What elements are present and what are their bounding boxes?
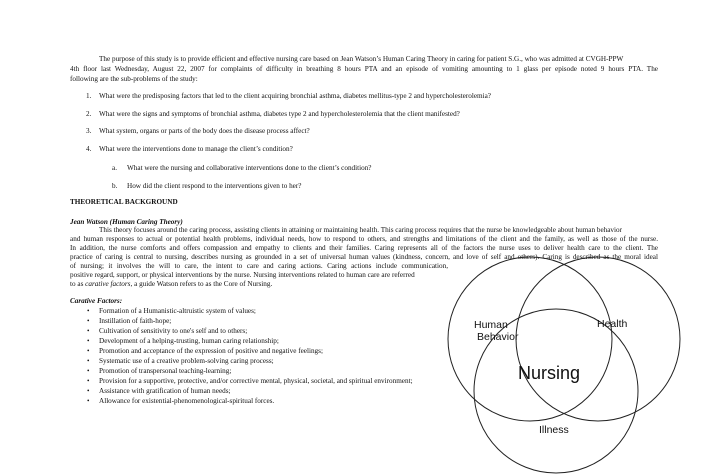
subproblem-number: 4. (86, 145, 92, 153)
theory-line-1: This theory focuses around the caring process, assisting clients in attaining or maintaining health. This caring process requires that the nurse be knowledgeable about human behavior (99, 226, 623, 234)
theory-line-7-c: , a guide Watson refers to as the Core of Nursing. (130, 280, 273, 288)
intro-line-1: The purpose of this study is to provide efficient and effective nursing care based on Jean Watson’s Human Caring Theory in caring for patient S.G., who was admitted at CVGH-PPW (99, 55, 624, 63)
subproblem-number: 3. (86, 127, 92, 135)
venn-label-health: Health (597, 318, 628, 330)
bullet-icon: • (87, 357, 90, 365)
theory-line-6: positive regard, support, or physical interventions by the nurse. Nursing interventions related to human care are referred (70, 271, 415, 279)
subproblem-item: What were the signs and symptoms of bronchial asthma, diabetes type 2 and hypercholesterolemia that the client manifested? (99, 110, 460, 118)
theory-line-4: practice of caring is central to nursing, describes nursing as grounded in a set of universal human values (kindness, concern, and love of self and others). Caring is described as the moral ideal (70, 253, 658, 261)
carative-item: Cultivation of sensitivity to one's self and to others; (99, 327, 248, 335)
venn-circle-health (516, 257, 680, 421)
subproblem-item: What were the predisposing factors that led to the client acquiring bronchial asthma, diabetes mellitus-type 2 and hypercholesterolemia? (99, 92, 491, 100)
bullet-icon: • (87, 307, 90, 315)
bullet-icon: • (87, 327, 90, 335)
carative-item: Assistance with gratification of human needs; (99, 387, 231, 395)
theory-line-3: In addition, the nurse comforts and offers compassion and empathy to clients and their families. Caring represents all of the factors the nurse uses to deliver health care to the client. The (70, 244, 658, 252)
intro-line-2: 4th floor last Wednesday, August 22, 2007 for complaints of difficulty in breathing 8 hours PTA and an episode of vomiting amounting to 1 glass per episode noted 9 hours PTA. The (70, 65, 658, 73)
carative-factors-term: carative factors (85, 280, 131, 288)
sub-item: How did the client respond to the interventions given to her? (127, 182, 302, 190)
sub-item: What were the nursing and collaborative interventions done to the client’s condition? (127, 164, 372, 172)
carative-heading: Carative Factors: (70, 297, 123, 305)
venn-label-behavior: Behavior (477, 331, 519, 343)
carative-item: Formation of a Humanistic-altruistic system of values; (99, 307, 256, 315)
subproblem-number: 2. (86, 110, 92, 118)
section-heading: THEORETICAL BACKGROUND (70, 198, 178, 206)
venn-label-illness: Illness (539, 424, 569, 436)
subproblem-item: What were the interventions done to manage the client’s condition? (99, 145, 293, 153)
sub-item-letter: b. (112, 182, 118, 190)
carative-item: Development of a helping-trusting, human caring relationship; (99, 337, 279, 345)
bullet-icon: • (87, 367, 90, 375)
bullet-icon: • (87, 377, 90, 385)
intro-line-3: following are the sub-problems of the study: (70, 75, 198, 83)
bullet-icon: • (87, 387, 90, 395)
carative-item: Instillation of faith-hope; (99, 317, 172, 325)
venn-circle-human-behavior (448, 257, 612, 421)
bullet-icon: • (87, 317, 90, 325)
carative-item: Allowance for existential-phenomenological-spiritual forces. (99, 397, 275, 405)
carative-item: Promotion of transpersonal teaching-learning; (99, 367, 232, 375)
sub-item-letter: a. (112, 164, 117, 172)
bullet-icon: • (87, 397, 90, 405)
bullet-icon: • (87, 347, 90, 355)
theory-line-5: of nursing; it involves the will to care, the intent to care and caring actions. Caring actions include communication, (70, 262, 448, 270)
subproblem-item: What system, organs or parts of the body does the disease process affect? (99, 127, 310, 135)
subproblem-number: 1. (86, 92, 92, 100)
theory-line-7-a: to as (70, 280, 86, 288)
bullet-icon: • (87, 337, 90, 345)
venn-label-nursing: Nursing (518, 363, 581, 383)
carative-item: Promotion and acceptance of the expression of positive and negative feelings; (99, 347, 323, 355)
carative-item: Provision for a supportive, protective, and/or corrective mental, physical, societal, and spiritual environment; (99, 377, 413, 385)
venn-label-human: Human (474, 319, 508, 331)
theory-line-2: and human responses to actual or potential health problems, individual needs, how to respond to others, and strengths and limitations of the client and the family, as well as those of the nurse. (70, 235, 658, 243)
carative-item: Systematic use of a creative problem-solving caring process; (99, 357, 274, 365)
theory-subheading: Jean Watson (Human Caring Theory) (70, 218, 183, 226)
